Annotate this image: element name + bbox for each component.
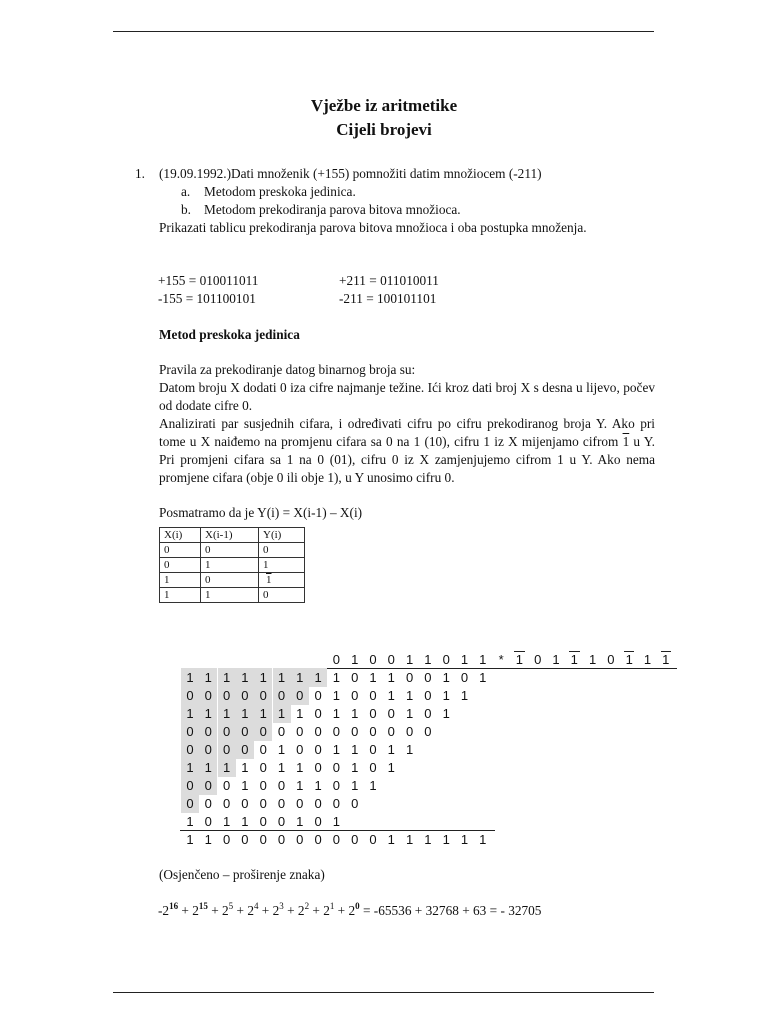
sign-extension-digit: 1 [273,704,291,723]
partial-product-digit: 0 [314,796,322,811]
binary-neg211: -211 = 100101101 [339,291,437,306]
sign-extension-digit: 0 [254,686,272,705]
power-term: + $2^1$ [309,900,335,918]
binary-neg155: -155 = 101100101 [158,291,256,306]
result-digit: 0 [369,832,377,847]
result-digit: 0 [314,832,322,847]
partial-product-digit: 0 [277,724,286,739]
result-digit: 1 [479,832,487,847]
partial-product-digit: 1 [241,814,249,829]
binary-pos211: +211 = 011010011 [339,273,439,288]
partial-product-digit: 0 [351,724,359,739]
table-cell: 1 [160,588,201,603]
table-header-cell: X(i) [160,528,201,543]
multiplier-digit: 1 [515,652,523,667]
partial-product-digit: 1 [442,670,450,685]
partial-product-digit: 0 [314,724,322,739]
sub-a-text: Metodom preskoka jedinica. [204,184,356,199]
partial-product-digit: 0 [296,796,304,811]
partial-product-digit: 0 [460,670,469,685]
rules-paragraph-1: Datom broju X dodati 0 iza cifre najmanje težine. Ići kroz dati broj X s desna u lijevo, počev od dodate cifre 0. [159,380,655,413]
result-digit: 0 [241,832,249,847]
equation-result: = -65536 + 32768 + 63 = - 32705 [359,903,542,918]
sign-extension-digit: 0 [199,686,217,705]
section-heading: Metod preskoka jedinica [159,327,300,342]
partial-product-digit: 1 [241,778,249,793]
partial-product-digit: 1 [222,814,231,829]
multiplicand-digit: 1 [424,652,432,667]
result-digit: 1 [442,832,450,847]
title-line-1: Vježbe iz aritmetike [310,96,458,115]
multiplier-overbar [569,651,579,652]
partial-product-digit: 0 [424,688,432,703]
multiply-operator: * [498,652,504,667]
partial-product-digit: 1 [351,760,359,775]
overbar-digit: 1 [266,574,272,586]
partial-product-digit: 0 [314,688,322,703]
multiplicand-digit: 0 [442,652,450,667]
sub-a-marker: a. [181,184,191,199]
power-term: $-2^{16}$ [158,900,179,918]
sign-extension-digit: 0 [181,722,199,741]
exponent: 5 [228,900,234,911]
sign-extension-digit: 1 [236,704,254,723]
partial-product-digit: 0 [314,814,322,829]
sign-extension-digit: 1 [199,758,217,777]
sign-extension-digit: 1 [181,668,199,687]
partial-product-digit: 0 [204,814,212,829]
partial-product-digit: 1 [296,760,304,775]
partial-product-digit: 0 [332,760,340,775]
table-cell: 1 [160,573,201,588]
multiplier-digit: 0 [607,652,615,667]
rules-p2-before: Analizirati par susjednih cifara, i određivati cifru po cifru prekodiranog broja Y. Ako pri tome u X naiđemo na promjenu cifara sa 0 na 1 (10), cifru 1 iz X mijenjamo cifrom [159,416,655,449]
partial-product-digit: 1 [442,688,450,703]
result-digit: 0 [332,832,340,847]
partial-product-digit: 0 [351,796,359,811]
sign-extension-digit: 1 [254,668,272,687]
partial-product-digit: 0 [369,724,377,739]
partial-product-digit: 0 [314,742,322,757]
exponent: 15 [198,900,208,911]
multiplier-digit: 1 [552,652,560,667]
result-digit: 1 [204,832,212,847]
table-header-cell: X(i-1) [201,528,259,543]
exponent: 3 [279,900,284,911]
partial-product-digit: 0 [424,670,432,685]
multiplier-digit: 0 [534,652,542,667]
partial-product-digit: 1 [241,760,249,775]
partial-product-digit: 0 [369,760,377,775]
result-digit: 1 [387,832,395,847]
partial-product-digit: 1 [332,706,340,721]
result-digit: 1 [405,832,414,847]
partial-product-digit: 1 [369,670,377,685]
multiplier-digit: 1 [662,652,670,667]
partial-product-digit: 1 [332,742,340,757]
partial-product-digit: 0 [424,724,432,739]
exponent: 4 [253,900,259,911]
partial-product-digit: 0 [277,778,286,793]
power-term: + $2^0$ [334,900,360,918]
partial-product-digit: 0 [405,670,414,685]
table-cell: 0 [201,573,259,588]
partial-product-digit: 1 [405,688,414,703]
partial-product-digit: 1 [351,706,359,721]
partial-product-digit: 0 [222,778,231,793]
partial-product-digit: 0 [351,670,359,685]
partial-product-digit: 0 [369,742,377,757]
table-cell: 0 [160,558,201,573]
table-cell: 1 [201,588,259,603]
sign-extension-digit: 0 [236,686,254,705]
partial-product-digit: 0 [314,760,322,775]
sign-extension-digit: 0 [181,740,199,759]
multiplier-digit: 1 [643,652,652,667]
multiplier-overbar [624,651,634,652]
sign-extension-digit: 1 [218,758,236,777]
table-cell: 1 [201,558,259,573]
sign-extension-digit: 0 [181,776,199,795]
sign-extension-digit: 1 [236,668,254,687]
table-header-cell: Y(i) [259,528,305,543]
power-term: + $2^{15}$ [178,900,208,918]
sign-extension-digit: 0 [273,686,291,705]
task-text: (19.09.1992.)Dati množenik (+155) pomnožiti datim množiocem (-211) [159,166,542,181]
sign-extension-digit: 0 [199,776,217,795]
rules-p2-after: u Y. Pri promjeni cifara sa 1 na 0 (01), cifru 0 iz X zamjenjujemo cifrom 1 u Y. Ako nema promjene cifara (obje 0 ili obje 1), u Y unosimo cifru 0. [159,434,655,485]
multiplicand-digit: 0 [332,652,340,667]
sign-extension-digit: 0 [254,722,272,741]
table-cell: 0 [160,543,201,558]
sub-b-text: Metodom prekodiranja parova bitova množioca. [204,202,461,217]
sign-extension-digit: 1 [309,668,327,687]
table-cell: 1 [259,558,305,573]
multiplier-overbar [514,651,524,652]
partial-product-digit: 1 [332,670,340,685]
sign-extension-digit: 0 [218,740,236,759]
footer-rule [113,992,654,993]
partial-product-digit: 1 [277,742,286,757]
sign-extension-digit: 0 [236,740,254,759]
partial-product-digit: 1 [460,688,469,703]
sign-extension-digit: 0 [199,740,217,759]
partial-product-digit: 0 [241,796,249,811]
result-digit: 0 [259,832,267,847]
power-term: + $2^2$ [283,900,310,918]
partial-product-digit: 0 [296,724,304,739]
partial-product-digit: 1 [332,688,340,703]
sign-extension-digit: 0 [291,686,309,705]
rules-intro: Pravila za prekodiranje datog binarnog broja su: [159,362,416,377]
multiplier-digit: 1 [570,652,578,667]
partial-product-digit: 0 [222,796,231,811]
multiplicand-digit: 1 [460,652,469,667]
result-digit: 0 [351,832,359,847]
partial-product-digit: 1 [405,706,414,721]
sign-extension-digit: 1 [254,704,272,723]
multiplier-overbar [661,651,671,652]
sign-extension-digit: 1 [199,668,217,687]
partial-product-digit: 1 [296,706,304,721]
multiplier-digit: 1 [588,652,597,667]
multiplicand-digit: 0 [369,652,377,667]
observe-text: Posmatramo da je Y(i) = X(i-1) – X(i) [159,505,363,520]
title-line-2: Cijeli brojevi [336,120,432,139]
partial-product-digit: 1 [479,670,487,685]
partial-product-digit: 0 [387,706,395,721]
table-cell: 0 [201,543,259,558]
multiplicand-digit: 0 [387,652,395,667]
partial-product-digit: 0 [259,796,267,811]
table-cell: 0 [259,588,305,603]
partial-product-digit: 1 [369,778,377,793]
binary-pos155: +155 = 010011011 [158,273,259,288]
exponent: 0 [355,900,360,911]
partial-product-digit: 1 [296,778,304,793]
partial-product-digit: 1 [387,688,395,703]
task-note: Prikazati tablicu prekodiranja parova bitova množioca i oba postupka množenja. [159,220,587,235]
partial-product-digit: 0 [332,724,340,739]
partial-product-digit: 1 [277,760,286,775]
final-equation [158,902,541,920]
partial-product-digit: 0 [405,724,414,739]
partial-product-digit: 1 [351,742,359,757]
partial-product-digit: 0 [259,742,267,757]
sign-extension-digit: 0 [181,686,199,705]
shaded-note: (Osjenčeno – proširenje znaka) [159,867,325,882]
partial-product-digit: 1 [387,742,395,757]
multiplicand-digit: 1 [479,652,487,667]
exponent: 1 [329,900,335,911]
table-cell: 0 [259,543,305,558]
partial-product-digit: 1 [387,760,395,775]
exponent: 2 [304,900,310,911]
partial-product-digit: 1 [296,814,304,829]
sign-extension-digit: 0 [236,722,254,741]
result-digit: 1 [186,832,194,847]
partial-product-digit: 0 [314,706,322,721]
partial-product-digit: 1 [186,814,194,829]
result-digit: 0 [222,832,231,847]
sign-extension-digit: 1 [181,704,199,723]
multiplicand-digit: 1 [405,652,414,667]
sign-extension-digit: 0 [218,722,236,741]
partial-product-digit: 1 [351,778,359,793]
partial-product-digit: 0 [296,742,304,757]
partial-product-digit: 0 [369,688,377,703]
multiplier-digit: 1 [625,652,633,667]
result-digit: 0 [277,832,286,847]
sign-extension-digit: 1 [218,704,236,723]
partial-product-digit: 0 [332,796,340,811]
partial-product-digit: 1 [314,778,322,793]
overbar-one: 1 [622,434,630,449]
sign-extension-digit: 1 [291,668,309,687]
sign-extension-digit: 1 [199,704,217,723]
partial-product-digit: 0 [351,688,359,703]
partial-product-digit: 0 [332,778,340,793]
multiplicand-digit: 1 [351,652,359,667]
partial-product-digit: 0 [277,796,286,811]
partial-product-digit: 0 [259,760,267,775]
partial-product-digit: 0 [369,706,377,721]
result-digit: 1 [424,832,432,847]
sign-extension-digit: 0 [218,686,236,705]
result-digit: 0 [296,832,304,847]
sub-b-marker: b. [181,202,191,217]
sign-extension-digit: 0 [199,722,217,741]
partial-product-digit: 1 [387,670,395,685]
task-number: 1. [135,166,145,181]
partial-product-digit: 0 [387,724,395,739]
partial-product-digit: 0 [277,814,286,829]
partial-product-digit: 0 [204,796,212,811]
sign-extension-digit: 1 [273,668,291,687]
partial-product-digit: 0 [259,778,267,793]
partial-product-digit: 1 [442,706,450,721]
sign-extension-digit: 1 [181,758,199,777]
partial-product-digit: 0 [259,814,267,829]
partial-product-digit: 0 [424,706,432,721]
partial-product-digit: 1 [405,742,414,757]
exponent: 16 [169,900,179,911]
power-term: + $2^5$ [207,900,234,918]
power-term: + $2^4$ [233,900,259,918]
partial-product-digit: 1 [332,814,340,829]
power-term: + $2^3$ [258,900,284,918]
sign-extension-digit: 1 [218,668,236,687]
result-digit: 1 [460,832,469,847]
sign-extension-digit: 0 [181,794,199,813]
